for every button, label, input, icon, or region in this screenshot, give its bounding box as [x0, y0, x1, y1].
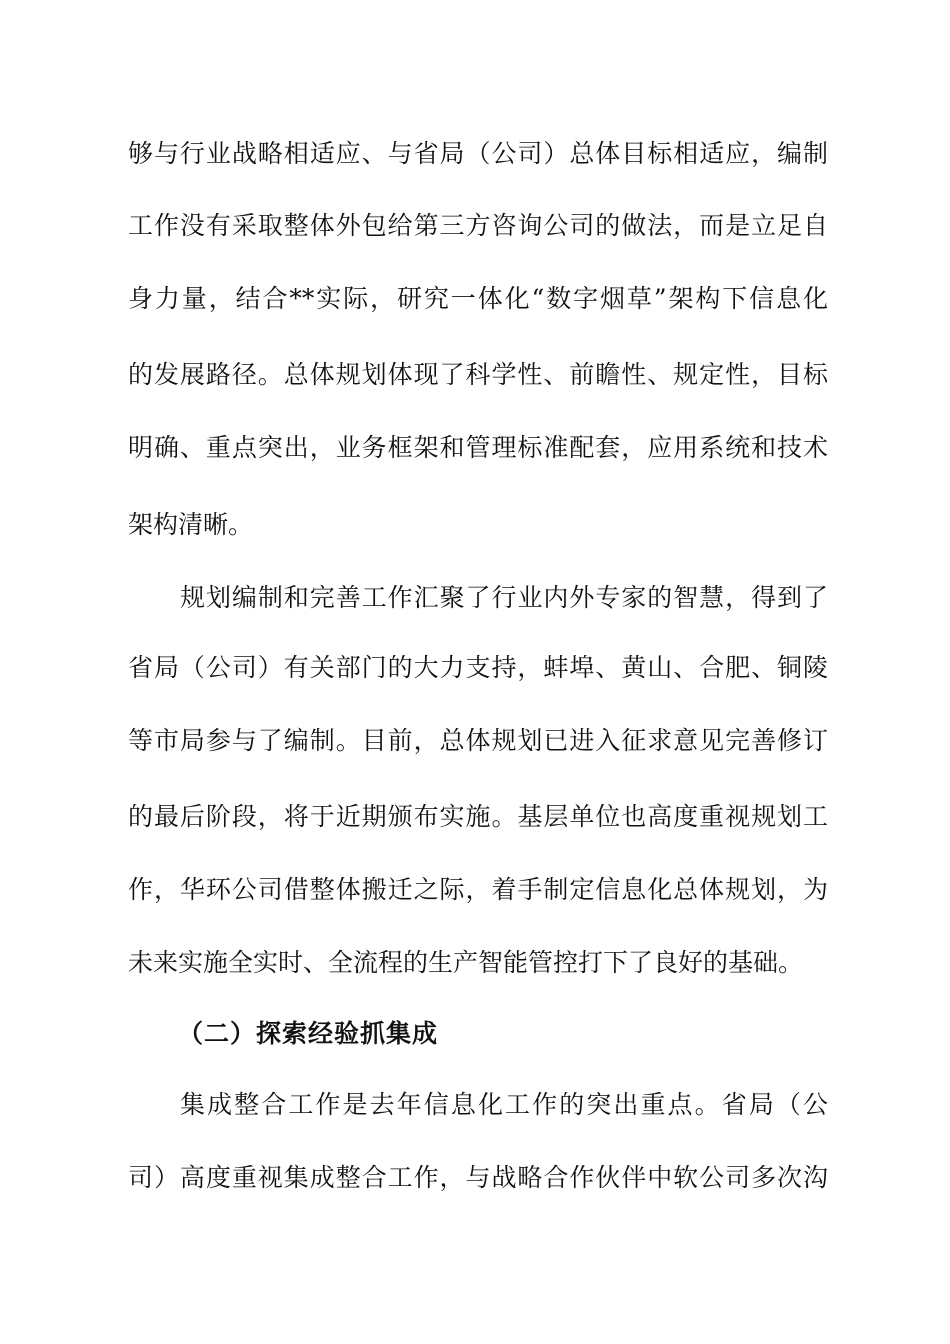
paragraph-3-line-1: 集成整合工作是去年信息化工作的突出重点。省局（公 — [180, 1090, 828, 1119]
paragraph-2-line-4: 的最后阶段，将于近期颁布实施。基层单位也高度重视规划工 — [128, 802, 828, 831]
paragraph-1-line-6: 架构清晰。 — [128, 510, 254, 539]
paragraph-3-line-2: 司）高度重视集成整合工作，与战略合作伙伴中软公司多次沟 — [128, 1163, 828, 1192]
paragraph-1-line-1: 够与行业战略相适应、与省局（公司）总体目标相适应，编制 — [128, 139, 828, 168]
paragraph-2-line-2: 省局（公司）有关部门的大力支持，蚌埠、黄山、合肥、铜陵 — [128, 653, 828, 682]
section-heading: （二）探索经验抓集成 — [178, 1019, 439, 1048]
paragraph-1-line-2: 工作没有采取整体外包给第三方咨询公司的做法，而是立足自 — [128, 211, 828, 240]
paragraph-2-line-3: 等市局参与了编制。目前，总体规划已进入征求意见完善修订 — [128, 726, 828, 755]
paragraph-2-line-5: 作，华环公司借整体搬迁之际，着手制定信息化总体规划，为 — [128, 875, 828, 904]
paragraph-1-line-5: 明确、重点突出，业务框架和管理标准配套，应用系统和技术 — [128, 433, 828, 462]
paragraph-2-line-1: 规划编制和完善工作汇聚了行业内外专家的智慧，得到了 — [180, 583, 828, 612]
paragraph-1-line-4: 的发展路径。总体规划体现了科学性、前瞻性、规定性，目标 — [128, 360, 828, 389]
paragraph-1-line-3: 身力量，结合**实际，研究一体化“数字烟草”架构下信息化 — [128, 284, 828, 313]
paragraph-2-line-6: 未来实施全实时、全流程的生产智能管控打下了良好的基础。 — [128, 948, 804, 977]
